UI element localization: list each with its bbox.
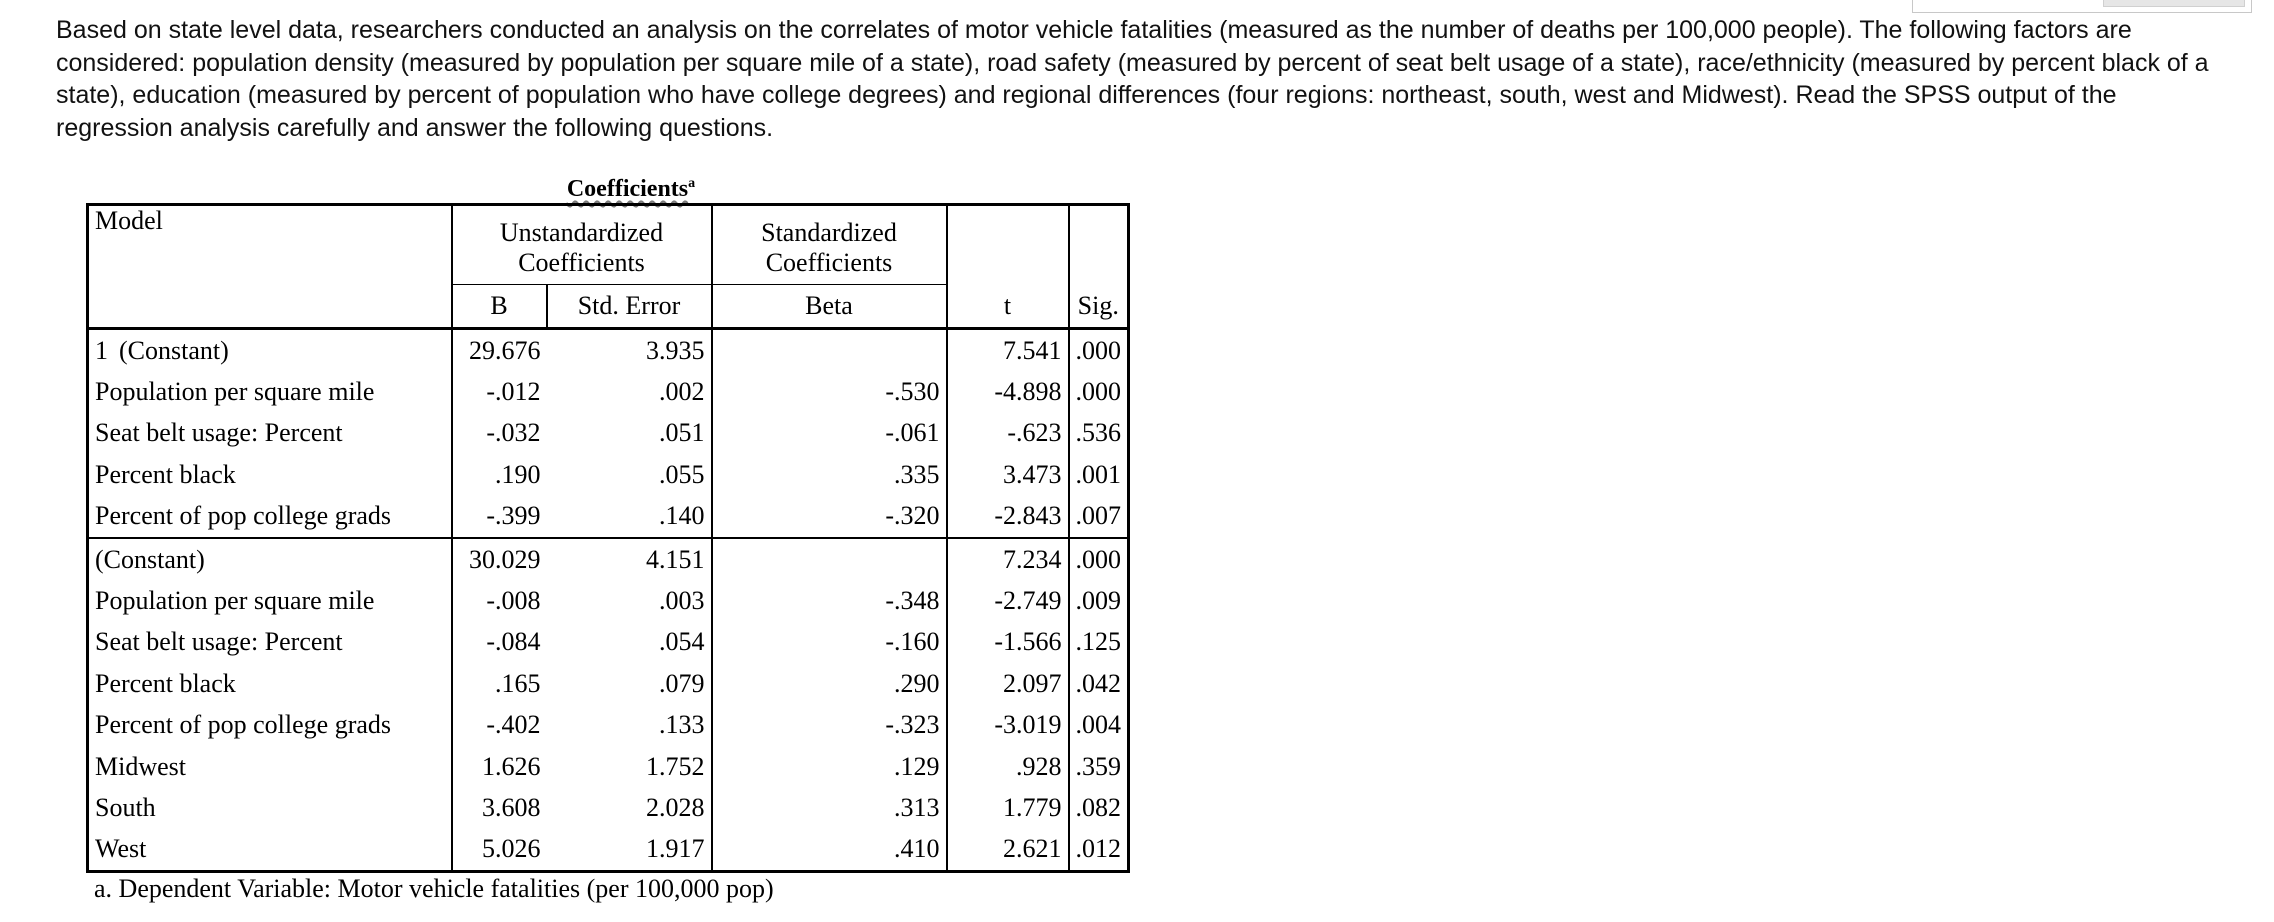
cell-t: 7.541: [947, 329, 1069, 372]
cell-b: 1.626: [452, 746, 547, 787]
row-label: Percent of pop college grads: [95, 710, 392, 740]
table-row: [88, 538, 1129, 580]
cell-beta: .410: [712, 829, 947, 872]
header-standardized-line1: Standardized: [712, 205, 947, 249]
cell-t: 3.473: [947, 454, 1069, 495]
table-row: [88, 829, 1129, 872]
cell-sig: .000: [1069, 371, 1129, 412]
cell-beta: -.530: [712, 371, 947, 412]
table-row: [88, 329, 1129, 372]
table-row: [88, 371, 1129, 412]
header-unstandardized-line2: Coefficients: [452, 248, 712, 285]
header-beta: Beta: [712, 285, 947, 329]
cell-b: .190: [452, 454, 547, 495]
row-label: Percent black: [95, 459, 236, 489]
cell-t: -2.843: [947, 496, 1069, 538]
cell-b: -.012: [452, 371, 547, 412]
coefficients-table: [86, 203, 1130, 873]
cell-sig: .000: [1069, 538, 1129, 580]
table-row: [88, 787, 1129, 828]
cell-t: .928: [947, 746, 1069, 787]
table-row: [88, 496, 1129, 538]
cell-std-error: 1.917: [646, 834, 705, 864]
cell-sig: .125: [1069, 622, 1129, 663]
cell-std-error: .133: [659, 710, 705, 740]
cell-beta: .335: [712, 454, 947, 495]
cell-t: -.623: [947, 413, 1069, 454]
row-label: Seat belt usage: Percent: [95, 418, 343, 448]
cell-beta: .313: [712, 787, 947, 828]
cell-std-error: .002: [659, 377, 705, 407]
row-label: [88, 329, 452, 372]
table-row: [88, 580, 1129, 621]
cell-beta: -.348: [712, 580, 947, 621]
cell-beta: [712, 329, 947, 372]
cell-b: -.402: [452, 705, 547, 746]
cell-beta: .290: [712, 663, 947, 704]
table-title-text: Coefficients: [566, 176, 689, 202]
top-right-panel-edge: [1912, 0, 2252, 13]
cell-beta: -.323: [712, 705, 947, 746]
row-label: Population per square mile: [95, 586, 375, 616]
table-title-superscript: a: [688, 176, 696, 191]
table-row: [88, 454, 1129, 495]
cell-sig: .042: [1069, 663, 1129, 704]
row-label: (Constant): [88, 538, 452, 580]
cell-b: 30.029: [452, 538, 547, 580]
cell-sig: .536: [1069, 413, 1129, 454]
header-sig-spacer: [1069, 205, 1129, 285]
cell-beta: [712, 538, 947, 580]
row-label: Percent black: [95, 668, 236, 698]
cell-b: -.032: [452, 413, 547, 454]
row-label: Seat belt usage: Percent: [95, 627, 343, 657]
row-label: Percent of pop college grads: [95, 501, 392, 531]
cell-sig: .082: [1069, 787, 1129, 828]
table-row: [88, 663, 1129, 704]
cell-t: 2.097: [947, 663, 1069, 704]
cell-sig: .000: [1069, 329, 1129, 372]
table-footnote: a. Dependent Variable: Motor vehicle fatalities (per 100,000 pop): [94, 874, 774, 903]
header-unstandardized-line1: Unstandardized: [452, 205, 712, 249]
cell-t: -1.566: [947, 622, 1069, 663]
table-title: [86, 170, 1176, 203]
cell-beta: .129: [712, 746, 947, 787]
cell-t: -2.749: [947, 580, 1069, 621]
question-intro-text: Based on state level data, researchers conducted an analysis on the correlates of motor vehicle fatalities (measured as the number of deaths per 100,000 people). The following factors are considered: population density (measured by population per square mile of a state), road safety (measured by percent of seat belt usage of a state), race/ethnicity (measured by percent black of a state), education (measured by percent of population who have college degrees) and regional differences (four regions: northeast, south, west and Midwest). Read the SPSS output of the regression analysis carefully and answer the following questions.: [56, 16, 2209, 142]
header-t-spacer: [947, 205, 1069, 285]
cell-b: -.399: [452, 496, 547, 538]
cell-std-error: 4.151: [547, 538, 712, 580]
row-label: South: [95, 792, 156, 822]
top-right-panel-inner: [2103, 0, 2245, 7]
table-row: [88, 746, 1129, 787]
row-label: Population per square mile: [95, 377, 375, 407]
table-row: [88, 622, 1129, 663]
row-label: Midwest: [95, 751, 186, 781]
cell-std-error: 1.752: [646, 751, 705, 781]
cell-b: -.008: [452, 580, 547, 621]
cell-std-error: 3.935: [646, 335, 705, 365]
model-number: 1: [95, 335, 108, 365]
row-label: West: [95, 834, 147, 864]
cell-b: 5.026: [452, 829, 547, 872]
cell-std-error: 2.028: [646, 792, 705, 822]
cell-b: -.084: [452, 622, 547, 663]
row-label-text: (Constant): [119, 335, 229, 365]
table-row: [88, 413, 1129, 454]
cell-beta: -.320: [712, 496, 947, 538]
cell-sig: .001: [1069, 454, 1129, 495]
cell-t: 7.234: [947, 538, 1069, 580]
cell-b: 29.676: [452, 329, 547, 372]
cell-std-error: .003: [659, 586, 705, 616]
cell-sig: .007: [1069, 496, 1129, 538]
cell-b: .165: [452, 663, 547, 704]
cell-beta: -.061: [712, 413, 947, 454]
cell-std-error: .051: [659, 418, 705, 448]
cell-t: -4.898: [947, 371, 1069, 412]
cell-t: 2.621: [947, 829, 1069, 872]
cell-std-error: .055: [659, 459, 705, 489]
header-t: t: [947, 285, 1069, 329]
cell-std-error: .054: [659, 627, 705, 657]
coefficients-body: [88, 329, 1129, 872]
table-row: [88, 705, 1129, 746]
header-standardized-line2: Coefficients: [712, 248, 947, 285]
cell-sig: .012: [1069, 829, 1129, 872]
header-sig: Sig.: [1069, 285, 1129, 329]
cell-t: -3.019: [947, 705, 1069, 746]
cell-beta: -.160: [712, 622, 947, 663]
header-std-error: Std. Error: [547, 285, 712, 329]
cell-sig: .359: [1069, 746, 1129, 787]
cell-t: 1.779: [947, 787, 1069, 828]
cell-std-error: .079: [659, 668, 705, 698]
cell-b: 3.608: [452, 787, 547, 828]
header-model: Model: [88, 205, 452, 329]
header-b: B: [452, 285, 547, 329]
cell-sig: .004: [1069, 705, 1129, 746]
cell-std-error: .140: [659, 501, 705, 531]
cell-sig: .009: [1069, 580, 1129, 621]
